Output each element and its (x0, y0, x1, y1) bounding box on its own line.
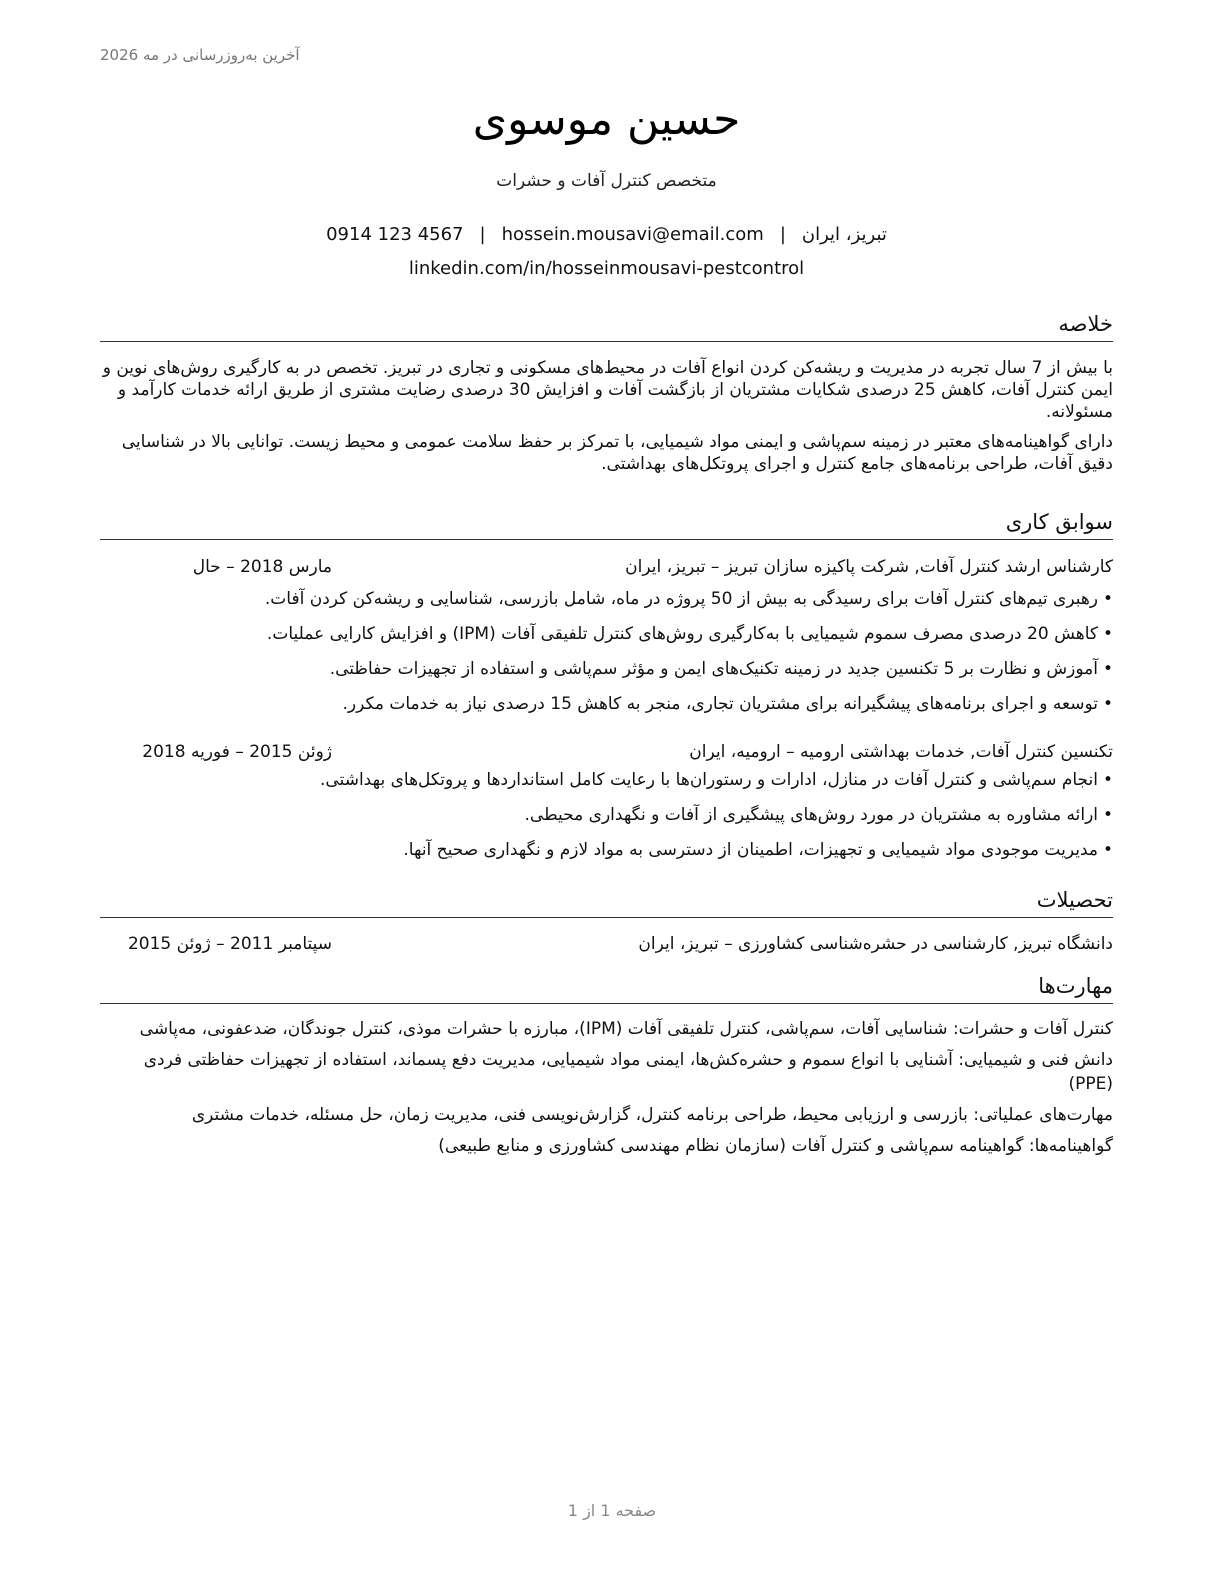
skills-list (100, 1017, 1113, 1158)
list-item: • رهبری تیم‌های کنترل آفات برای رسیدگی به بیش از 50 پروژه در ماه، شامل بازرسی، شناسایی و ریشه‌کن کردن آفات. (100, 586, 1113, 621)
job-entry (100, 739, 1113, 872)
summary-section (100, 310, 1113, 475)
list-item: • آموزش و نظارت بر 5 تکنسین جدید در زمینه تکنیک‌های ایمن و مؤثر سم‌پاشی و استفاده از تجهیزات حفاظتی. (100, 656, 1113, 691)
job-title: تکنسین کنترل آفات, خدمات بهداشتی ارومیه – ارومیه، ایران (689, 742, 1113, 762)
job-bullets (100, 586, 1113, 726)
education-entry (100, 931, 1113, 957)
job-bullets (100, 767, 1113, 872)
skills-heading: مهارت‌ها (100, 972, 1113, 1004)
list-item: • مدیریت موجودی مواد شیمیایی و تجهیزات، اطمینان از دسترسی به مواد لازم و نگهداری صحیح آنها. (100, 837, 1113, 872)
summary-paragraph: دارای گواهینامه‌های معتبر در زمینه سم‌پاشی و ایمنی مواد شیمیایی، با تمرکز بر حفظ سلامت عمومی و محیط زیست. توانایی بالا در شناسایی دقیق آفات، طراحی برنامه‌های جامع کنترل و اجرای پروتکل‌های بهداشتی. (121, 432, 1113, 474)
candidate-name: حسین موسوی (472, 94, 741, 145)
job-title: کارشناس ارشد کنترل آفات, شرکت پاکیزه سازان تبریز – تبریز، ایران (625, 557, 1113, 577)
page-number: صفحه 1 از 1 (567, 1501, 657, 1520)
list-item: • انجام سم‌پاشی و کنترل آفات در منازل، ادارات و رستوران‌ها با رعایت کامل استانداردها و پروتکل‌های بهداشتی. (100, 767, 1113, 802)
education-section (100, 886, 1113, 957)
contact-location: تبریز، ایران (801, 224, 887, 245)
candidate-headline: متخصص کنترل آفات و حشرات (496, 171, 717, 191)
summary-paragraph: با بیش از 7 سال تجربه در مدیریت و ریشه‌کن کردن انواع آفات در محیط‌های مسکونی و تجاری در تبریز. تخصص در به کارگیری روش‌های نوین و ایمن کنترل آفات، کاهش 25 درصدی شکایات مشتریان از بازگشت آفات و افزایش 30 درصدی رضایت مشتری از طریق ارائه خدمات کارآمد و مسئولانه. (102, 358, 1113, 422)
contact-separator: | (479, 224, 486, 245)
list-item: • توسعه و اجرای برنامه‌های پیشگیرانه برای مشتریان تجاری، منجر به کاهش 15 درصدی نیاز به خدمات مکرر. (100, 691, 1113, 726)
contact-linkedin[interactable]: linkedin.com/in/hosseinmousavi-pestcontrol (408, 258, 805, 279)
job-header (100, 739, 1113, 765)
job-entry (100, 554, 1113, 726)
list-item: • ارائه مشاوره به مشتریان در مورد روش‌های پیشگیری از آفات و نگهداری محیطی. (100, 802, 1113, 837)
skill-line: کنترل آفات و حشرات: شناسایی آفات، سم‌پاشی، کنترل تلفیقی آفات (IPM)، مبارزه با حشرات موذی، کنترل جوندگان، ضدعفونی، مه‌پاشی (139, 1019, 1113, 1039)
job-header (100, 554, 1113, 580)
experience-section (100, 508, 1113, 872)
contact-phone[interactable]: 0914 123 4567 (326, 224, 464, 245)
contact-separator: | (779, 224, 786, 245)
experience-heading: سوابق کاری (100, 508, 1113, 540)
skill-line: دانش فنی و شیمیایی: آشنایی با انواع سموم و حشره‌کش‌ها، ایمنی مواد شیمیایی، مدیریت دفع پسماند، استفاده از تجهیزات حفاظتی فردی (PPE) (143, 1050, 1113, 1094)
education-degree: دانشگاه تبریز, کارشناسی در حشره‌شناسی کشاورزی – تبریز، ایران (638, 934, 1113, 954)
skill-line: مهارت‌های عملیاتی: بازرسی و ارزیابی محیط، طراحی برنامه کنترل، گزارش‌نویسی فنی، مدیریت زمان، حل مسئله، خدمات مشتری (191, 1105, 1113, 1125)
resume-page (100, 0, 1113, 1584)
skills-section (100, 972, 1113, 1165)
contact-email[interactable]: hossein.mousavi@email.com (501, 224, 764, 245)
skill-line: گواهینامه‌ها: گواهینامه سم‌پاشی و کنترل آفات (سازمان نظام مهندسی کشاورزی و منابع طبیعی) (438, 1136, 1113, 1156)
contact-line (100, 224, 1113, 245)
last-updated: آخرین به‌روزرسانی در مه 2026 (100, 46, 300, 64)
job-date: ژوئن 2015 – فوریه 2018 (142, 742, 332, 762)
education-heading: تحصیلات (100, 886, 1113, 918)
education-date: سپتامبر 2011 – ژوئن 2015 (127, 934, 332, 954)
job-date: مارس 2018 – حال (192, 557, 332, 577)
summary-heading: خلاصه (100, 310, 1113, 342)
list-item: • کاهش 20 درصدی مصرف سموم شیمیایی با به‌کارگیری روش‌های کنترل تلفیقی آفات (IPM) و افزایش کارایی عملیات. (100, 621, 1113, 656)
